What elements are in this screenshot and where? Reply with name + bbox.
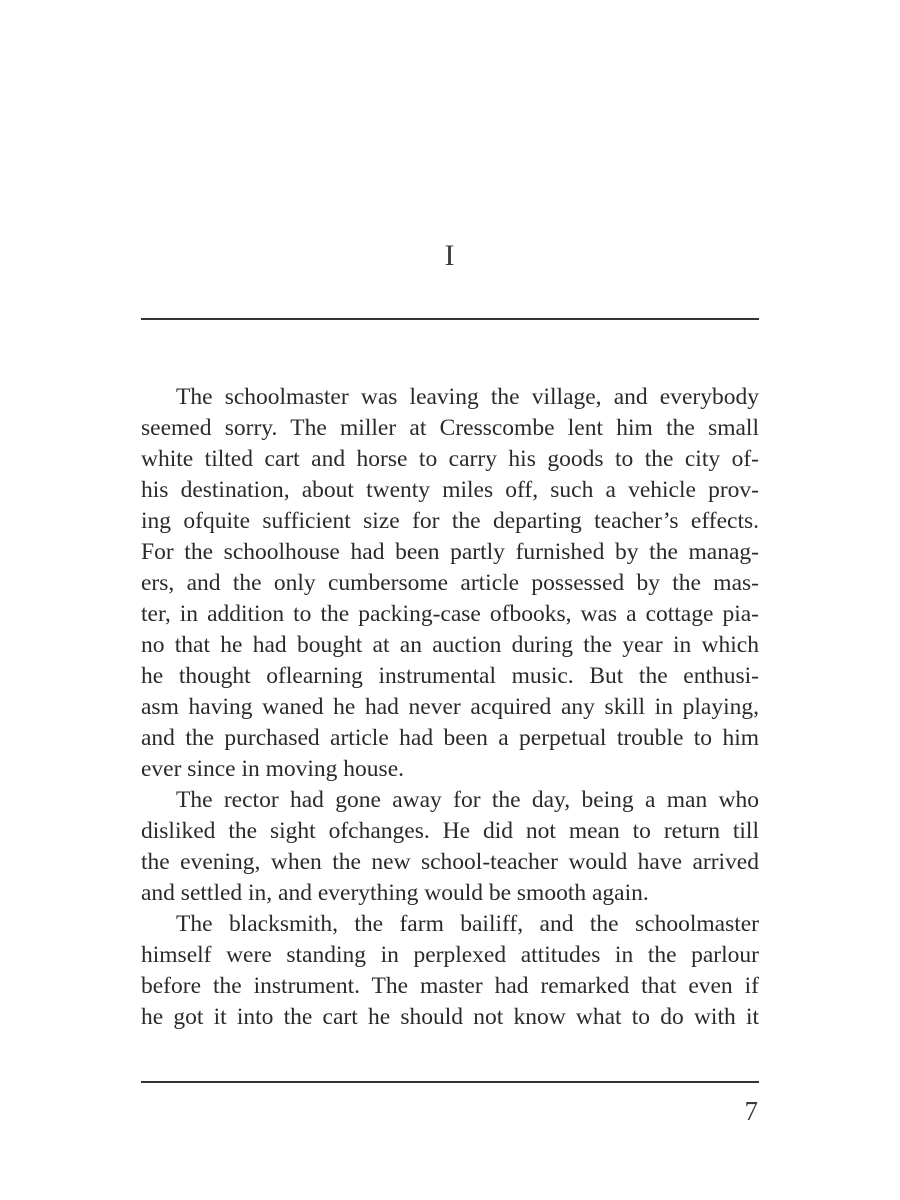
paragraph-2-line: disliked the sight ofchanges. He did not mean to return till (141, 818, 759, 844)
body-text (141, 382, 759, 1033)
paragraph-1-line: seemed sorry. The miller at Cresscombe lent him the small (141, 415, 759, 441)
paragraph-1-line: ter, in addition to the packing-case ofbooks, was a cottage pia- (141, 601, 759, 627)
paragraph-1-line: ing ofquite sufficient size for the departing teacher’s effects. (141, 508, 759, 534)
paragraph-2-line: The rector had gone away for the day, being a man who (176, 787, 759, 813)
paragraph-1-line: no that he had bought at an auction during the year in which (141, 632, 759, 658)
page-number: 7 (744, 1096, 758, 1126)
paragraph-1-line: The schoolmaster was leaving the village, and everybody (176, 384, 759, 410)
bottom-divider (141, 1081, 759, 1083)
paragraph-1-line: asm having waned he had never acquired any skill in playing, (141, 694, 759, 720)
chapter-heading: I (444, 239, 456, 272)
paragraph-3-line: The blacksmith, the farm bailiff, and the schoolmaster (176, 911, 759, 937)
paragraph-2-line: and settled in, and everything would be smooth again. (141, 880, 649, 906)
paragraph-1-line: ever since in moving house. (141, 756, 405, 782)
paragraph-3-line: himself were standing in perplexed attitudes in the parlour (141, 942, 759, 968)
paragraph-3-line: before the instrument. The master had remarked that even if (141, 973, 759, 999)
paragraph-1-line: white tilted cart and horse to carry his goods to the city of- (141, 446, 759, 472)
paragraph-1-line: For the schoolhouse had been partly furnished by the manag- (141, 539, 759, 565)
paragraph-1-line: and the purchased article had been a perpetual trouble to him (141, 725, 759, 751)
paragraph-2-line: the evening, when the new school-teacher would have arrived (141, 849, 759, 875)
top-divider (141, 318, 759, 320)
paragraph-3-line: he got it into the cart he should not know what to do with it (141, 1004, 759, 1030)
paragraph-1-line: ers, and the only cumbersome article possessed by the mas- (141, 570, 759, 596)
paragraph-1-line: he thought oflearning instrumental music. But the enthusi- (141, 663, 759, 689)
paragraph-1-line: his destination, about twenty miles off, such a vehicle prov- (141, 477, 759, 503)
